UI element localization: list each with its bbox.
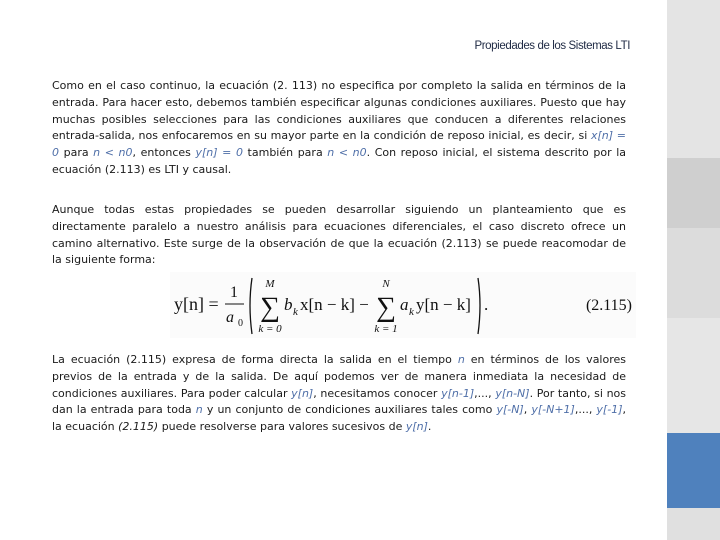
sidebar-block [667,228,720,318]
eq-frac-den: a [226,309,234,326]
eq-term1-sub: k [293,306,298,318]
sidebar-accent-block [667,433,720,508]
text-run: ,..., [474,386,496,400]
math-term: y[-1] [596,403,623,417]
text-run: puede resolverse para valores sucesivos de [158,420,406,434]
text-run: , entonces [132,146,196,160]
eq-term1-coef: b [284,295,293,314]
text-run: . Por tanto, si nos dan la entrada para toda [52,386,627,417]
text-run: . [427,420,432,434]
eq-sum1-top: M [265,278,275,290]
eq-sum1-bottom: k = 0 [258,323,282,335]
equation-2-115 [170,272,636,338]
text-run: . Con reposo inicial, el sistema descrito por la ecuación (2.113) es LTI y causal. [52,146,626,176]
sidebar-block [667,318,720,433]
text-run: , necesitamos conocer [313,386,442,400]
eq-term2-sub: k [409,306,414,318]
eq-term2-rest: y[n − k] [416,295,471,314]
math-term: n < n0 [327,146,367,160]
eq-sum2-sign: ∑ [376,292,396,323]
eq-term1-rest: x[n − k] − [300,295,369,314]
math-term: n < n0 [93,146,133,160]
eq-sum2-top: N [382,278,390,290]
text-run: en términos de los valores previos de la entrada y de la salida. De aquí podemos ver de manera inmediata la necesidad de condiciones auxiliares. Para poder calcular [52,353,626,400]
paragraph-1 [52,78,626,179]
equation-reference: (2.115) [118,420,159,434]
slide-title: Propiedades de los Sistemas LTI [474,40,630,52]
text-run: y un conjunto de condiciones auxiliares tales como [202,403,497,417]
eq-lhs: y[n] = [174,294,219,314]
paragraph-3 [52,352,626,436]
text-run: , [523,403,532,417]
math-term: y[n-N] [495,386,530,400]
eq-frac-den-sub: 0 [238,318,243,329]
math-term: y[n-1] [441,386,475,400]
paragraph-2: Aunque todas estas propiedades se pueden desarrollar siguiendo un planteamiento que es directamente paralelo a nuestro análisis para ecuaciones diferenciales, el caso discreto ofrece un camino alternativo. Este surge de la observación de que la ecuación (2.113) se puede reacomodar de la siguiente forma: [52,203,626,267]
math-term: n [457,353,465,366]
eq-right-bracket [478,278,480,334]
math-term: y[n] [291,386,314,400]
eq-left-bracket [250,278,252,334]
math-term: y[-N+1] [531,403,575,417]
math-term: y[n] = 0 [195,146,243,160]
text-run: para [59,146,94,160]
text-run: , la ecuación [52,403,626,434]
eq-frac-num: 1 [230,284,238,301]
math-term: x[n] = 0 [52,129,626,160]
sidebar-block [667,0,720,158]
sidebar-block [667,158,720,228]
eq-term2-coef: a [400,295,409,314]
text-run: Como en el caso continuo, la ecuación (2. 113) no especifica por completo la salida en términos de la entrada. Para hacer esto, debemos también especificar algunas condiciones auxiliares. Puesto que hay muchas posibles selecciones para las condiciones auxiliares que conducen a diferentes relaciones entrada-salida, nos enfocaremos en su mayor parte en la condición de reposo inicial, es decir, si [52,79,626,143]
eq-period: . [484,295,489,314]
decorative-sidebar [667,0,720,540]
text-run: La ecuación (2.115) expresa de forma directa la salida en el tiempo [52,353,458,366]
eq-sum2-bottom: k = 1 [374,323,398,335]
text-run: ,..., [574,403,597,417]
text-run: también para [242,146,328,160]
math-term: y[-N] [496,403,524,417]
math-term: n [195,403,203,417]
eq-number: (2.115) [585,297,632,314]
eq-sum1-sign: ∑ [260,292,280,323]
math-term: y[n] [405,420,428,434]
sidebar-block [667,508,720,540]
